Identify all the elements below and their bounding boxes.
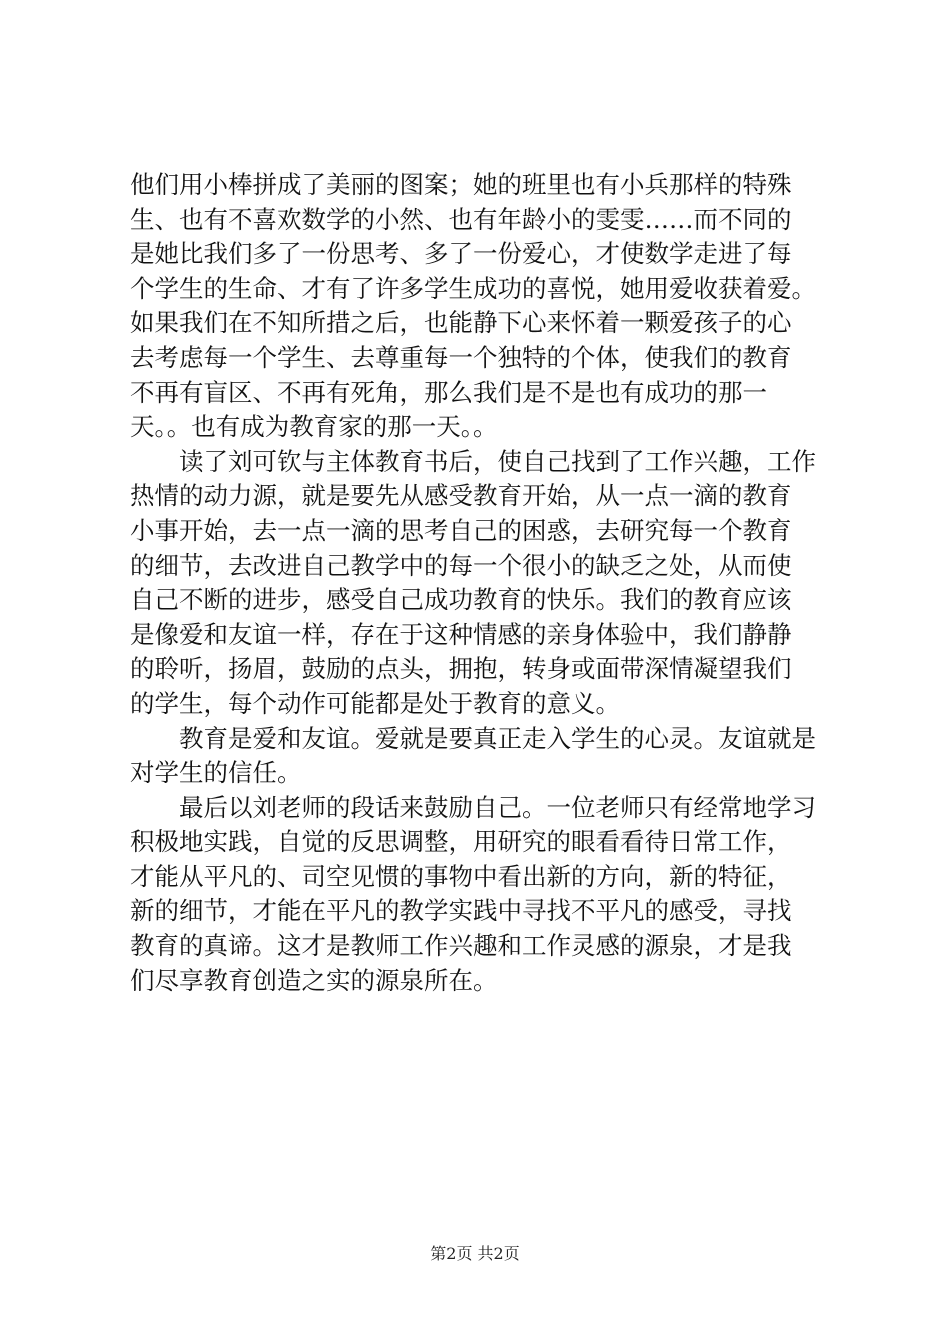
text-line: 的细节，去改进自己教学中的每一个很小的缺乏之处，从而使 <box>130 550 792 580</box>
text-line: 他们用小棒拼成了美丽的图案；她的班里也有小兵那样的特殊 <box>130 170 792 199</box>
text-line: 天。。也有成为教育家的那一天。。 <box>130 412 498 442</box>
text-line: 才能从平凡的、司空见惯的事物中看出新的方向，新的特征， <box>130 861 792 891</box>
text-line: 最后以刘老师的段话来鼓励自己。一位老师只有经常地学习 <box>130 792 816 822</box>
text-line: 教育是爱和友谊。爱就是要真正走入学生的心灵。友谊就是 <box>130 723 816 753</box>
text-line: 是像爱和友谊一样，存在于这种情感的亲身体验中，我们静静 <box>130 619 792 649</box>
text-line: 不再有盲区、不再有死角，那么我们是不是也有成功的那一 <box>130 377 767 407</box>
text-line: 个学生的生命、才有了许多学生成功的喜悦，她用爱收获着爱。 <box>130 273 816 303</box>
text-line: 去考虑每一个学生、去尊重每一个独特的个体，使我们的教育 <box>130 342 792 372</box>
text-line: 们尽享教育创造之实的源泉所在。 <box>130 965 498 995</box>
text-line: 是她比我们多了一份思考、多了一份爱心，才使数学走进了每 <box>130 239 792 269</box>
text-line: 小事开始，去一点一滴的思考自己的困惑，去研究每一个教育 <box>130 515 792 545</box>
text-line: 的学生，每个动作可能都是处于教育的意义。 <box>130 688 620 718</box>
text-line: 的聆听，扬眉，鼓励的点头，拥抱，转身或面带深情凝望我们 <box>130 654 792 684</box>
text-line: 如果我们在不知所措之后，也能静下心来怀着一颗爱孩子的心 <box>130 308 792 338</box>
body-text <box>130 168 850 998</box>
text-line: 自己不断的进步，感受自己成功教育的快乐。我们的教育应该 <box>130 585 792 615</box>
text-line: 热情的动力源，就是要先从感受教育开始，从一点一滴的教育 <box>130 481 792 511</box>
text-line: 新的细节，才能在平凡的教学实践中寻找不平凡的感受，寻找 <box>130 896 792 926</box>
text-line: 积极地实践，自觉的反思调整，用研究的眼看看待日常工作， <box>130 827 792 857</box>
page-number-footer: 第2页 共2页 <box>430 1244 520 1263</box>
text-line: 生、也有不喜欢数学的小然、也有年龄小的雯雯……而不同的 <box>130 204 792 234</box>
text-line: 对学生的信任。 <box>130 758 302 788</box>
text-line: 教育的真谛。这才是教师工作兴趣和工作灵感的源泉，才是我 <box>130 931 792 961</box>
text-line: 读了刘可钦与主体教育书后，使自己找到了工作兴趣，工作 <box>130 446 816 476</box>
